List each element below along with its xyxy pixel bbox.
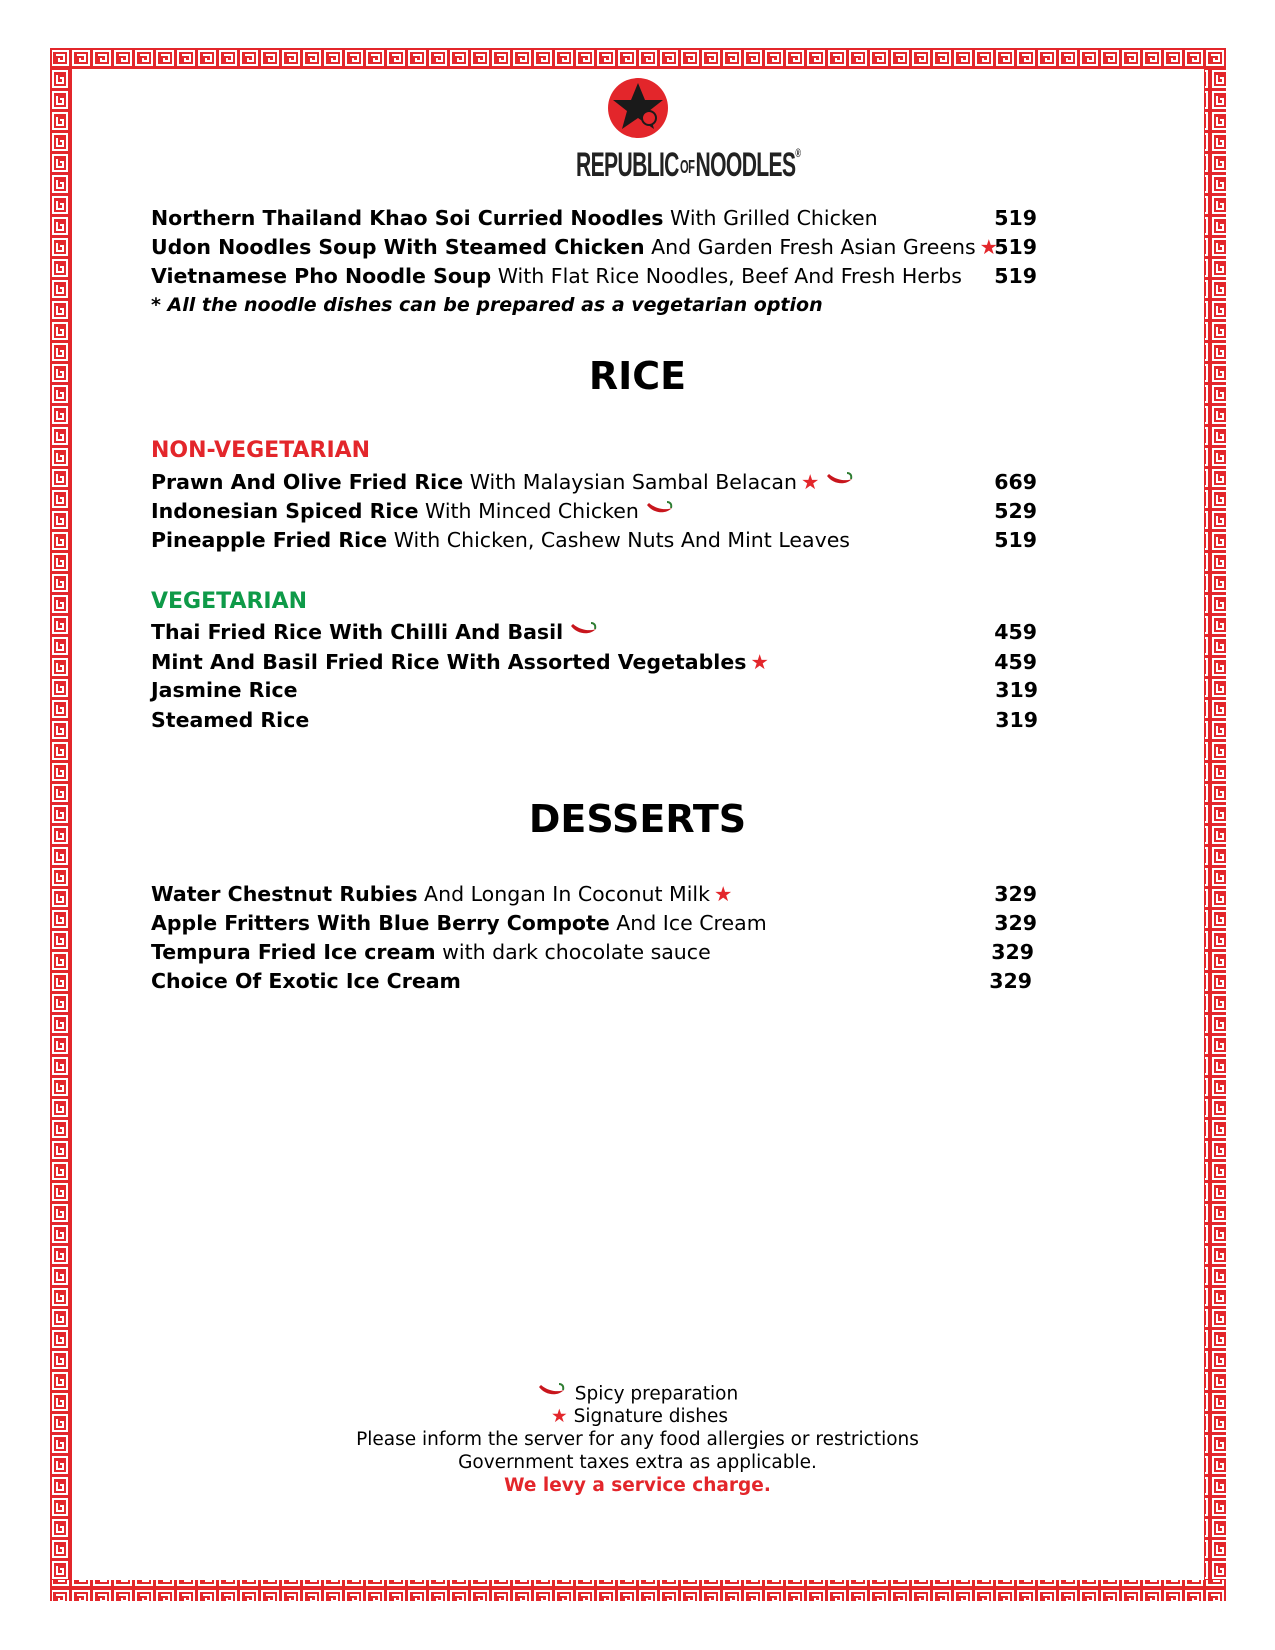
star-icon: ★ <box>750 650 769 674</box>
menu-item-price: 329 <box>991 940 1034 964</box>
vegetarian-label: VEGETARIAN <box>151 589 308 614</box>
menu-item-name: Jasmine Rice <box>151 678 298 702</box>
tax-note: Government taxes extra as applicable. <box>458 1452 817 1473</box>
menu-item <box>151 707 1091 733</box>
menu-item-description: With Malaysian Sambal Belacan <box>463 470 797 494</box>
menu-item-price: 519 <box>994 206 1037 230</box>
menu-item-price: 319 <box>995 678 1038 702</box>
menu-item <box>151 968 1091 994</box>
menu-item-description: And Ice Cream <box>609 911 767 935</box>
menu-item-description: With Minced Chicken <box>418 499 639 523</box>
menu-item-name: Apple Fritters With Blue Berry Compote <box>151 911 610 935</box>
menu-item-price: 329 <box>994 882 1037 906</box>
legend-signature: ★ Signature dishes <box>551 1406 728 1427</box>
menu-item <box>151 677 1091 703</box>
brand-wordmark: REPUBLICOFNOODLES® <box>576 146 801 184</box>
non-vegetarian-label: NON-VEGETARIAN <box>151 438 371 463</box>
menu-item-price: 329 <box>994 911 1037 935</box>
menu-item-price: 519 <box>994 528 1037 552</box>
star-icon: ★ <box>800 470 820 494</box>
menu-item-description: And Garden Fresh Asian Greens <box>644 235 976 259</box>
menu-item <box>151 498 1091 525</box>
menu-item <box>151 939 1091 965</box>
menu-item-description: With Flat Rice Noodles, Beef And Fresh Herbs <box>491 264 962 288</box>
menu-item-price: 519 <box>994 264 1037 288</box>
chili-icon <box>825 470 855 496</box>
service-charge-note: We levy a service charge. <box>504 1475 771 1496</box>
menu-item-name: Udon Noodles Soup With Steamed Chicken <box>151 235 645 259</box>
star-icon: ★ <box>714 882 733 906</box>
menu-item-price: 529 <box>994 499 1037 523</box>
desserts-heading: DESSERTS <box>528 797 747 841</box>
menu-item-description: with dark chocolate sauce <box>435 940 711 964</box>
menu-item <box>151 881 1091 907</box>
chili-icon <box>569 620 599 646</box>
menu-item-price: 459 <box>994 650 1037 674</box>
menu-item <box>151 263 1091 289</box>
chili-icon <box>645 499 675 525</box>
restaurant-logo <box>538 78 801 198</box>
menu-item-name: Vietnamese Pho Noodle Soup <box>151 264 492 288</box>
menu-item-name: Mint And Basil Fried Rice With Assorted Vegetables <box>151 650 747 674</box>
menu-item-price: 459 <box>994 620 1037 644</box>
menu-item-name: Pineapple Fried Rice <box>151 528 388 552</box>
menu-item <box>151 527 1091 553</box>
vegetarian-option-note: * All the noodle dishes can be prepared as a vegetarian option <box>151 294 823 316</box>
menu-item-name: Water Chestnut Rubies <box>151 882 418 906</box>
rice-heading: RICE <box>588 354 687 398</box>
menu-item-name: Thai Fried Rice With Chilli And Basil <box>151 620 564 644</box>
menu-item-name: Choice Of Exotic Ice Cream <box>151 969 461 993</box>
menu-item-name: Prawn And Olive Fried Rice <box>151 470 464 494</box>
menu-item <box>151 234 1091 260</box>
allergy-note: Please inform the server for any food allergies or restrictions <box>356 1429 919 1450</box>
star-icon: ★ <box>551 1406 568 1427</box>
menu-item-price: 519 <box>994 235 1037 259</box>
legend-spicy: Spicy preparation <box>0 1381 1275 1408</box>
menu-item-name: Indonesian Spiced Rice <box>151 499 419 523</box>
menu-item-description: With Grilled Chicken <box>663 206 878 230</box>
menu-item <box>151 469 1091 496</box>
menu-item-name: Northern Thailand Khao Soi Curried Noodles <box>151 206 664 230</box>
chili-icon <box>537 1381 567 1408</box>
star-icon: ★ <box>979 235 999 259</box>
menu-item-name: Steamed Rice <box>151 708 310 732</box>
menu-item-name: Tempura Fried Ice cream <box>151 940 436 964</box>
menu-item-description: And Longan In Coconut Milk <box>417 882 710 906</box>
menu-item <box>151 205 1091 231</box>
menu-item <box>151 649 1091 675</box>
menu-item-description: With Chicken, Cashew Nuts And Mint Leaves <box>387 528 850 552</box>
menu-item-price: 319 <box>995 708 1038 732</box>
menu-item <box>151 910 1091 936</box>
menu-item-price: 669 <box>994 470 1037 494</box>
menu-item <box>151 619 1091 646</box>
star-emblem-icon <box>538 78 738 142</box>
menu-item-price: 329 <box>989 969 1032 993</box>
